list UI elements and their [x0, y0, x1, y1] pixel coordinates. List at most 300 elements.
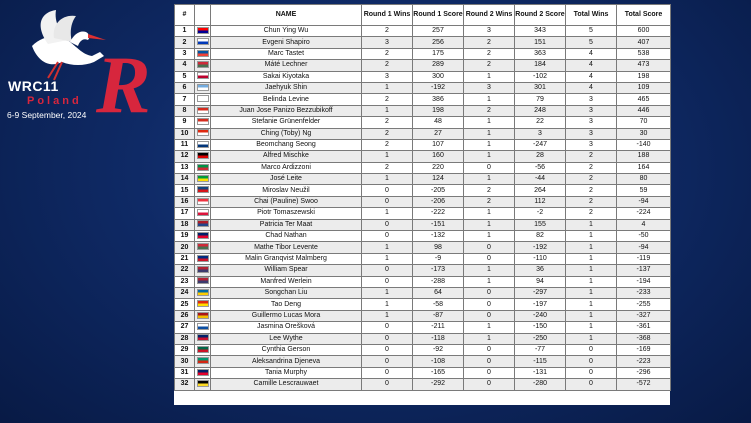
total-score-cell: 4 — [617, 219, 671, 230]
col-round2-wins: Round 2 Wins — [464, 5, 515, 26]
country-flag-icon — [197, 72, 209, 79]
flag-cell — [195, 208, 211, 219]
total-score-cell: -50 — [617, 231, 671, 242]
country-flag-icon — [197, 164, 209, 171]
total-wins-cell: 1 — [566, 276, 617, 287]
flag-cell — [195, 379, 211, 390]
country-flag-icon — [197, 323, 209, 330]
round2-wins-cell: 0 — [464, 344, 515, 355]
round1-wins-cell: 0 — [362, 231, 413, 242]
flag-cell — [195, 287, 211, 298]
round2-wins-cell: 2 — [464, 37, 515, 48]
name-cell: Ching (Toby) Ng — [211, 128, 362, 139]
total-wins-cell: 1 — [566, 219, 617, 230]
rank-cell: 30 — [175, 356, 195, 367]
round2-score-cell: 3 — [515, 128, 566, 139]
event-title: WRC11 — [8, 78, 59, 94]
total-score-cell: -119 — [617, 253, 671, 264]
flag-cell — [195, 219, 211, 230]
rank-cell: 32 — [175, 379, 195, 390]
name-cell: Mathe Tibor Levente — [211, 242, 362, 253]
country-flag-icon — [197, 357, 209, 364]
round2-wins-cell: 2 — [464, 196, 515, 207]
round1-wins-cell: 1 — [362, 299, 413, 310]
round2-score-cell: 151 — [515, 37, 566, 48]
table-row — [175, 162, 671, 173]
round1-score-cell: 386 — [413, 94, 464, 105]
total-score-cell: 30 — [617, 128, 671, 139]
rank-cell: 10 — [175, 128, 195, 139]
round1-wins-cell: 2 — [362, 26, 413, 37]
total-score-cell: -224 — [617, 208, 671, 219]
round1-wins-cell: 2 — [362, 48, 413, 59]
round2-score-cell: -297 — [515, 287, 566, 298]
round2-wins-cell: 1 — [464, 139, 515, 150]
total-score-cell: -368 — [617, 333, 671, 344]
total-score-cell: -572 — [617, 379, 671, 390]
country-flag-icon — [197, 277, 209, 284]
round2-score-cell: 248 — [515, 105, 566, 116]
name-cell: Lee Wythe — [211, 333, 362, 344]
round2-wins-cell: 2 — [464, 105, 515, 116]
total-score-cell: 188 — [617, 151, 671, 162]
round2-score-cell: -115 — [515, 356, 566, 367]
round2-wins-cell: 2 — [464, 60, 515, 71]
col-flag — [195, 5, 211, 26]
name-cell: Jasmina Orešková — [211, 322, 362, 333]
round2-score-cell: -240 — [515, 310, 566, 321]
name-cell: Piotr Tomaszewski — [211, 208, 362, 219]
col-rank: # — [175, 5, 195, 26]
total-wins-cell: 3 — [566, 128, 617, 139]
round1-wins-cell: 0 — [362, 196, 413, 207]
round2-wins-cell: 1 — [464, 208, 515, 219]
table-row — [175, 105, 671, 116]
round1-wins-cell: 1 — [362, 287, 413, 298]
table-row — [175, 367, 671, 378]
flag-cell — [195, 265, 211, 276]
round1-wins-cell: 1 — [362, 174, 413, 185]
name-cell: Belinda Levine — [211, 94, 362, 105]
flag-cell — [195, 174, 211, 185]
round1-score-cell: 300 — [413, 71, 464, 82]
name-cell: Marc Tastet — [211, 48, 362, 59]
total-score-cell: 538 — [617, 48, 671, 59]
rank-cell: 18 — [175, 219, 195, 230]
country-flag-icon — [197, 38, 209, 45]
total-wins-cell: 3 — [566, 117, 617, 128]
total-wins-cell: 2 — [566, 185, 617, 196]
round1-score-cell: -222 — [413, 208, 464, 219]
round2-score-cell: 264 — [515, 185, 566, 196]
round1-score-cell: -211 — [413, 322, 464, 333]
total-wins-cell: 0 — [566, 344, 617, 355]
round1-score-cell: -165 — [413, 367, 464, 378]
round1-score-cell: 289 — [413, 60, 464, 71]
name-cell: Cynthia Gerson — [211, 344, 362, 355]
total-wins-cell: 4 — [566, 60, 617, 71]
round2-score-cell: -110 — [515, 253, 566, 264]
rank-cell: 26 — [175, 310, 195, 321]
round1-wins-cell: 0 — [362, 219, 413, 230]
round2-score-cell: -280 — [515, 379, 566, 390]
name-cell: Chai (Pauline) Swoo — [211, 196, 362, 207]
table-row — [175, 26, 671, 37]
rank-cell: 22 — [175, 265, 195, 276]
table-row — [175, 299, 671, 310]
rank-cell: 17 — [175, 208, 195, 219]
round1-score-cell: 27 — [413, 128, 464, 139]
round2-wins-cell: 2 — [464, 48, 515, 59]
total-wins-cell: 1 — [566, 253, 617, 264]
round1-score-cell: -206 — [413, 196, 464, 207]
country-flag-icon — [197, 334, 209, 341]
round1-score-cell: -288 — [413, 276, 464, 287]
round1-wins-cell: 0 — [362, 276, 413, 287]
round2-wins-cell: 0 — [464, 379, 515, 390]
round2-wins-cell: 1 — [464, 174, 515, 185]
country-flag-icon — [197, 220, 209, 227]
country-flag-icon — [197, 95, 209, 102]
round1-wins-cell: 1 — [362, 253, 413, 264]
total-score-cell: -169 — [617, 344, 671, 355]
total-wins-cell: 2 — [566, 151, 617, 162]
name-cell: Guillermo Lucas Mora — [211, 310, 362, 321]
round2-wins-cell: 1 — [464, 333, 515, 344]
round2-score-cell: 301 — [515, 82, 566, 93]
round2-wins-cell: 1 — [464, 219, 515, 230]
col-round1-wins: Round 1 Wins — [362, 5, 413, 26]
round1-score-cell: -87 — [413, 310, 464, 321]
round2-score-cell: 22 — [515, 117, 566, 128]
round1-wins-cell: 2 — [362, 139, 413, 150]
rank-cell: 20 — [175, 242, 195, 253]
total-score-cell: 446 — [617, 105, 671, 116]
round1-score-cell: -108 — [413, 356, 464, 367]
round1-score-cell: -58 — [413, 299, 464, 310]
round1-wins-cell: 2 — [362, 117, 413, 128]
round1-wins-cell: 2 — [362, 60, 413, 71]
rank-cell: 29 — [175, 344, 195, 355]
rank-cell: 3 — [175, 48, 195, 59]
total-score-cell: -137 — [617, 265, 671, 276]
round2-score-cell: 363 — [515, 48, 566, 59]
rank-cell: 24 — [175, 287, 195, 298]
round1-score-cell: 98 — [413, 242, 464, 253]
rank-cell: 1 — [175, 26, 195, 37]
round1-score-cell: -192 — [413, 82, 464, 93]
name-cell: Evgeni Shapiro — [211, 37, 362, 48]
rank-cell: 27 — [175, 322, 195, 333]
table-row — [175, 219, 671, 230]
flag-cell — [195, 367, 211, 378]
name-cell: Máté Lechner — [211, 60, 362, 71]
table-row — [175, 356, 671, 367]
flag-cell — [195, 322, 211, 333]
round1-wins-cell: 0 — [362, 185, 413, 196]
rank-cell: 13 — [175, 162, 195, 173]
round1-wins-cell: 2 — [362, 128, 413, 139]
flag-cell — [195, 151, 211, 162]
table-row — [175, 82, 671, 93]
table-row — [175, 310, 671, 321]
total-wins-cell: 0 — [566, 367, 617, 378]
round2-score-cell: -250 — [515, 333, 566, 344]
rank-cell: 21 — [175, 253, 195, 264]
rank-cell: 4 — [175, 60, 195, 71]
total-score-cell: -140 — [617, 139, 671, 150]
round1-score-cell: -292 — [413, 379, 464, 390]
name-cell: Beomchang Seong — [211, 139, 362, 150]
country-flag-icon — [197, 300, 209, 307]
col-total-score: Total Score — [617, 5, 671, 26]
event-country: Poland — [27, 95, 82, 107]
total-wins-cell: 1 — [566, 287, 617, 298]
round1-wins-cell: 2 — [362, 94, 413, 105]
flag-cell — [195, 185, 211, 196]
table-row — [175, 151, 671, 162]
round1-score-cell: -92 — [413, 344, 464, 355]
total-wins-cell: 1 — [566, 231, 617, 242]
total-score-cell: -194 — [617, 276, 671, 287]
country-flag-icon — [197, 186, 209, 193]
rank-cell: 28 — [175, 333, 195, 344]
round2-wins-cell: 1 — [464, 322, 515, 333]
table-row — [175, 265, 671, 276]
event-dates: 6-9 September, 2024 — [7, 110, 87, 120]
total-score-cell: -223 — [617, 356, 671, 367]
total-wins-cell: 3 — [566, 94, 617, 105]
table-row — [175, 322, 671, 333]
total-wins-cell: 1 — [566, 322, 617, 333]
rank-cell: 19 — [175, 231, 195, 242]
name-cell: Songchan Liu — [211, 287, 362, 298]
country-flag-icon — [197, 50, 209, 57]
round2-score-cell: -247 — [515, 139, 566, 150]
total-score-cell: -327 — [617, 310, 671, 321]
round1-wins-cell: 0 — [362, 367, 413, 378]
name-cell: Tania Murphy — [211, 367, 362, 378]
table-row — [175, 344, 671, 355]
country-flag-icon — [197, 266, 209, 273]
svg-text:R: R — [96, 39, 151, 130]
round1-score-cell: -173 — [413, 265, 464, 276]
table-row — [175, 139, 671, 150]
country-flag-icon — [197, 27, 209, 34]
total-score-cell: 600 — [617, 26, 671, 37]
rank-cell: 12 — [175, 151, 195, 162]
flag-cell — [195, 139, 211, 150]
round2-score-cell: 112 — [515, 196, 566, 207]
round2-score-cell: -77 — [515, 344, 566, 355]
results-sheet — [174, 4, 670, 405]
name-cell: Chun Ying Wu — [211, 26, 362, 37]
results-table — [174, 4, 671, 391]
table-row — [175, 333, 671, 344]
rank-cell: 15 — [175, 185, 195, 196]
flag-cell — [195, 333, 211, 344]
total-wins-cell: 0 — [566, 379, 617, 390]
round2-wins-cell: 1 — [464, 265, 515, 276]
table-row — [175, 128, 671, 139]
total-score-cell: -361 — [617, 322, 671, 333]
round2-wins-cell: 2 — [464, 185, 515, 196]
flag-cell — [195, 60, 211, 71]
country-flag-icon — [197, 346, 209, 353]
flag-cell — [195, 82, 211, 93]
total-score-cell: -296 — [617, 367, 671, 378]
round2-score-cell: -44 — [515, 174, 566, 185]
round2-wins-cell: 0 — [464, 299, 515, 310]
total-wins-cell: 4 — [566, 82, 617, 93]
country-flag-icon — [197, 289, 209, 296]
round2-wins-cell: 1 — [464, 128, 515, 139]
total-wins-cell: 2 — [566, 174, 617, 185]
round1-score-cell: -132 — [413, 231, 464, 242]
flag-cell — [195, 196, 211, 207]
round2-score-cell: 184 — [515, 60, 566, 71]
flag-cell — [195, 253, 211, 264]
round1-score-cell: -151 — [413, 219, 464, 230]
country-flag-icon — [197, 141, 209, 148]
total-wins-cell: 1 — [566, 299, 617, 310]
round1-wins-cell: 0 — [362, 322, 413, 333]
country-flag-icon — [197, 243, 209, 250]
name-cell: Chad Nathan — [211, 231, 362, 242]
total-wins-cell: 2 — [566, 162, 617, 173]
name-cell: Malin Granqvist Malmberg — [211, 253, 362, 264]
total-wins-cell: 2 — [566, 208, 617, 219]
country-flag-icon — [197, 152, 209, 159]
country-flag-icon — [197, 209, 209, 216]
round2-wins-cell: 0 — [464, 287, 515, 298]
flag-cell — [195, 117, 211, 128]
total-score-cell: 407 — [617, 37, 671, 48]
name-cell: Manfred Werlein — [211, 276, 362, 287]
total-wins-cell: 1 — [566, 242, 617, 253]
round1-wins-cell: 1 — [362, 151, 413, 162]
round2-wins-cell: 1 — [464, 276, 515, 287]
name-cell: Stefanie Grünenfelder — [211, 117, 362, 128]
round2-score-cell: -2 — [515, 208, 566, 219]
table-row — [175, 71, 671, 82]
table-row — [175, 253, 671, 264]
country-flag-icon — [197, 107, 209, 114]
table-row — [175, 117, 671, 128]
rank-cell: 5 — [175, 71, 195, 82]
name-cell: William Spear — [211, 265, 362, 276]
round1-wins-cell: 1 — [362, 310, 413, 321]
rank-cell: 2 — [175, 37, 195, 48]
round1-score-cell: 256 — [413, 37, 464, 48]
rank-cell: 31 — [175, 367, 195, 378]
total-score-cell: 109 — [617, 82, 671, 93]
total-wins-cell: 1 — [566, 265, 617, 276]
round2-score-cell: 28 — [515, 151, 566, 162]
total-score-cell: -255 — [617, 299, 671, 310]
round1-score-cell: 257 — [413, 26, 464, 37]
round2-wins-cell: 1 — [464, 117, 515, 128]
table-row — [175, 231, 671, 242]
round1-wins-cell: 0 — [362, 265, 413, 276]
name-cell: Jaehyuk Shin — [211, 82, 362, 93]
round1-wins-cell: 2 — [362, 162, 413, 173]
flag-cell — [195, 344, 211, 355]
round2-score-cell: -102 — [515, 71, 566, 82]
total-wins-cell: 0 — [566, 356, 617, 367]
flag-cell — [195, 162, 211, 173]
country-flag-icon — [197, 312, 209, 319]
col-total-wins: Total Wins — [566, 5, 617, 26]
flag-cell — [195, 105, 211, 116]
table-row — [175, 37, 671, 48]
rank-cell: 16 — [175, 196, 195, 207]
col-round1-score: Round 1 Score — [413, 5, 464, 26]
round1-score-cell: 220 — [413, 162, 464, 173]
total-score-cell: -94 — [617, 242, 671, 253]
flag-cell — [195, 242, 211, 253]
name-cell: José Leite — [211, 174, 362, 185]
total-wins-cell: 1 — [566, 310, 617, 321]
round2-wins-cell: 1 — [464, 71, 515, 82]
total-wins-cell: 4 — [566, 71, 617, 82]
flag-cell — [195, 26, 211, 37]
table-row — [175, 196, 671, 207]
flag-cell — [195, 128, 211, 139]
rank-cell: 9 — [175, 117, 195, 128]
table-row — [175, 48, 671, 59]
total-wins-cell: 1 — [566, 333, 617, 344]
rank-cell: 6 — [175, 82, 195, 93]
table-row — [175, 242, 671, 253]
total-wins-cell: 4 — [566, 48, 617, 59]
round1-score-cell: -9 — [413, 253, 464, 264]
total-score-cell: 59 — [617, 185, 671, 196]
total-wins-cell: 5 — [566, 26, 617, 37]
round1-score-cell: -205 — [413, 185, 464, 196]
country-flag-icon — [197, 369, 209, 376]
round2-wins-cell: 0 — [464, 162, 515, 173]
round1-wins-cell: 1 — [362, 242, 413, 253]
flag-cell — [195, 37, 211, 48]
round2-wins-cell: 1 — [464, 94, 515, 105]
round1-score-cell: 198 — [413, 105, 464, 116]
round2-score-cell: 79 — [515, 94, 566, 105]
round1-wins-cell: 1 — [362, 82, 413, 93]
round1-wins-cell: 1 — [362, 208, 413, 219]
country-flag-icon — [197, 198, 209, 205]
table-row — [175, 94, 671, 105]
table-row — [175, 379, 671, 390]
round2-score-cell: 82 — [515, 231, 566, 242]
table-row — [175, 276, 671, 287]
col-round2-score: Round 2 Score — [515, 5, 566, 26]
round2-wins-cell: 3 — [464, 82, 515, 93]
table-row — [175, 60, 671, 71]
round1-wins-cell: 0 — [362, 344, 413, 355]
col-name: NAME — [211, 5, 362, 26]
country-flag-icon — [197, 255, 209, 262]
country-flag-icon — [197, 118, 209, 125]
flag-cell — [195, 48, 211, 59]
country-flag-icon — [197, 129, 209, 136]
round1-wins-cell: 0 — [362, 333, 413, 344]
table-header-row — [175, 5, 671, 26]
round1-score-cell: 175 — [413, 48, 464, 59]
country-flag-icon — [197, 61, 209, 68]
round2-wins-cell: 0 — [464, 253, 515, 264]
name-cell: Patricia Ter Maat — [211, 219, 362, 230]
